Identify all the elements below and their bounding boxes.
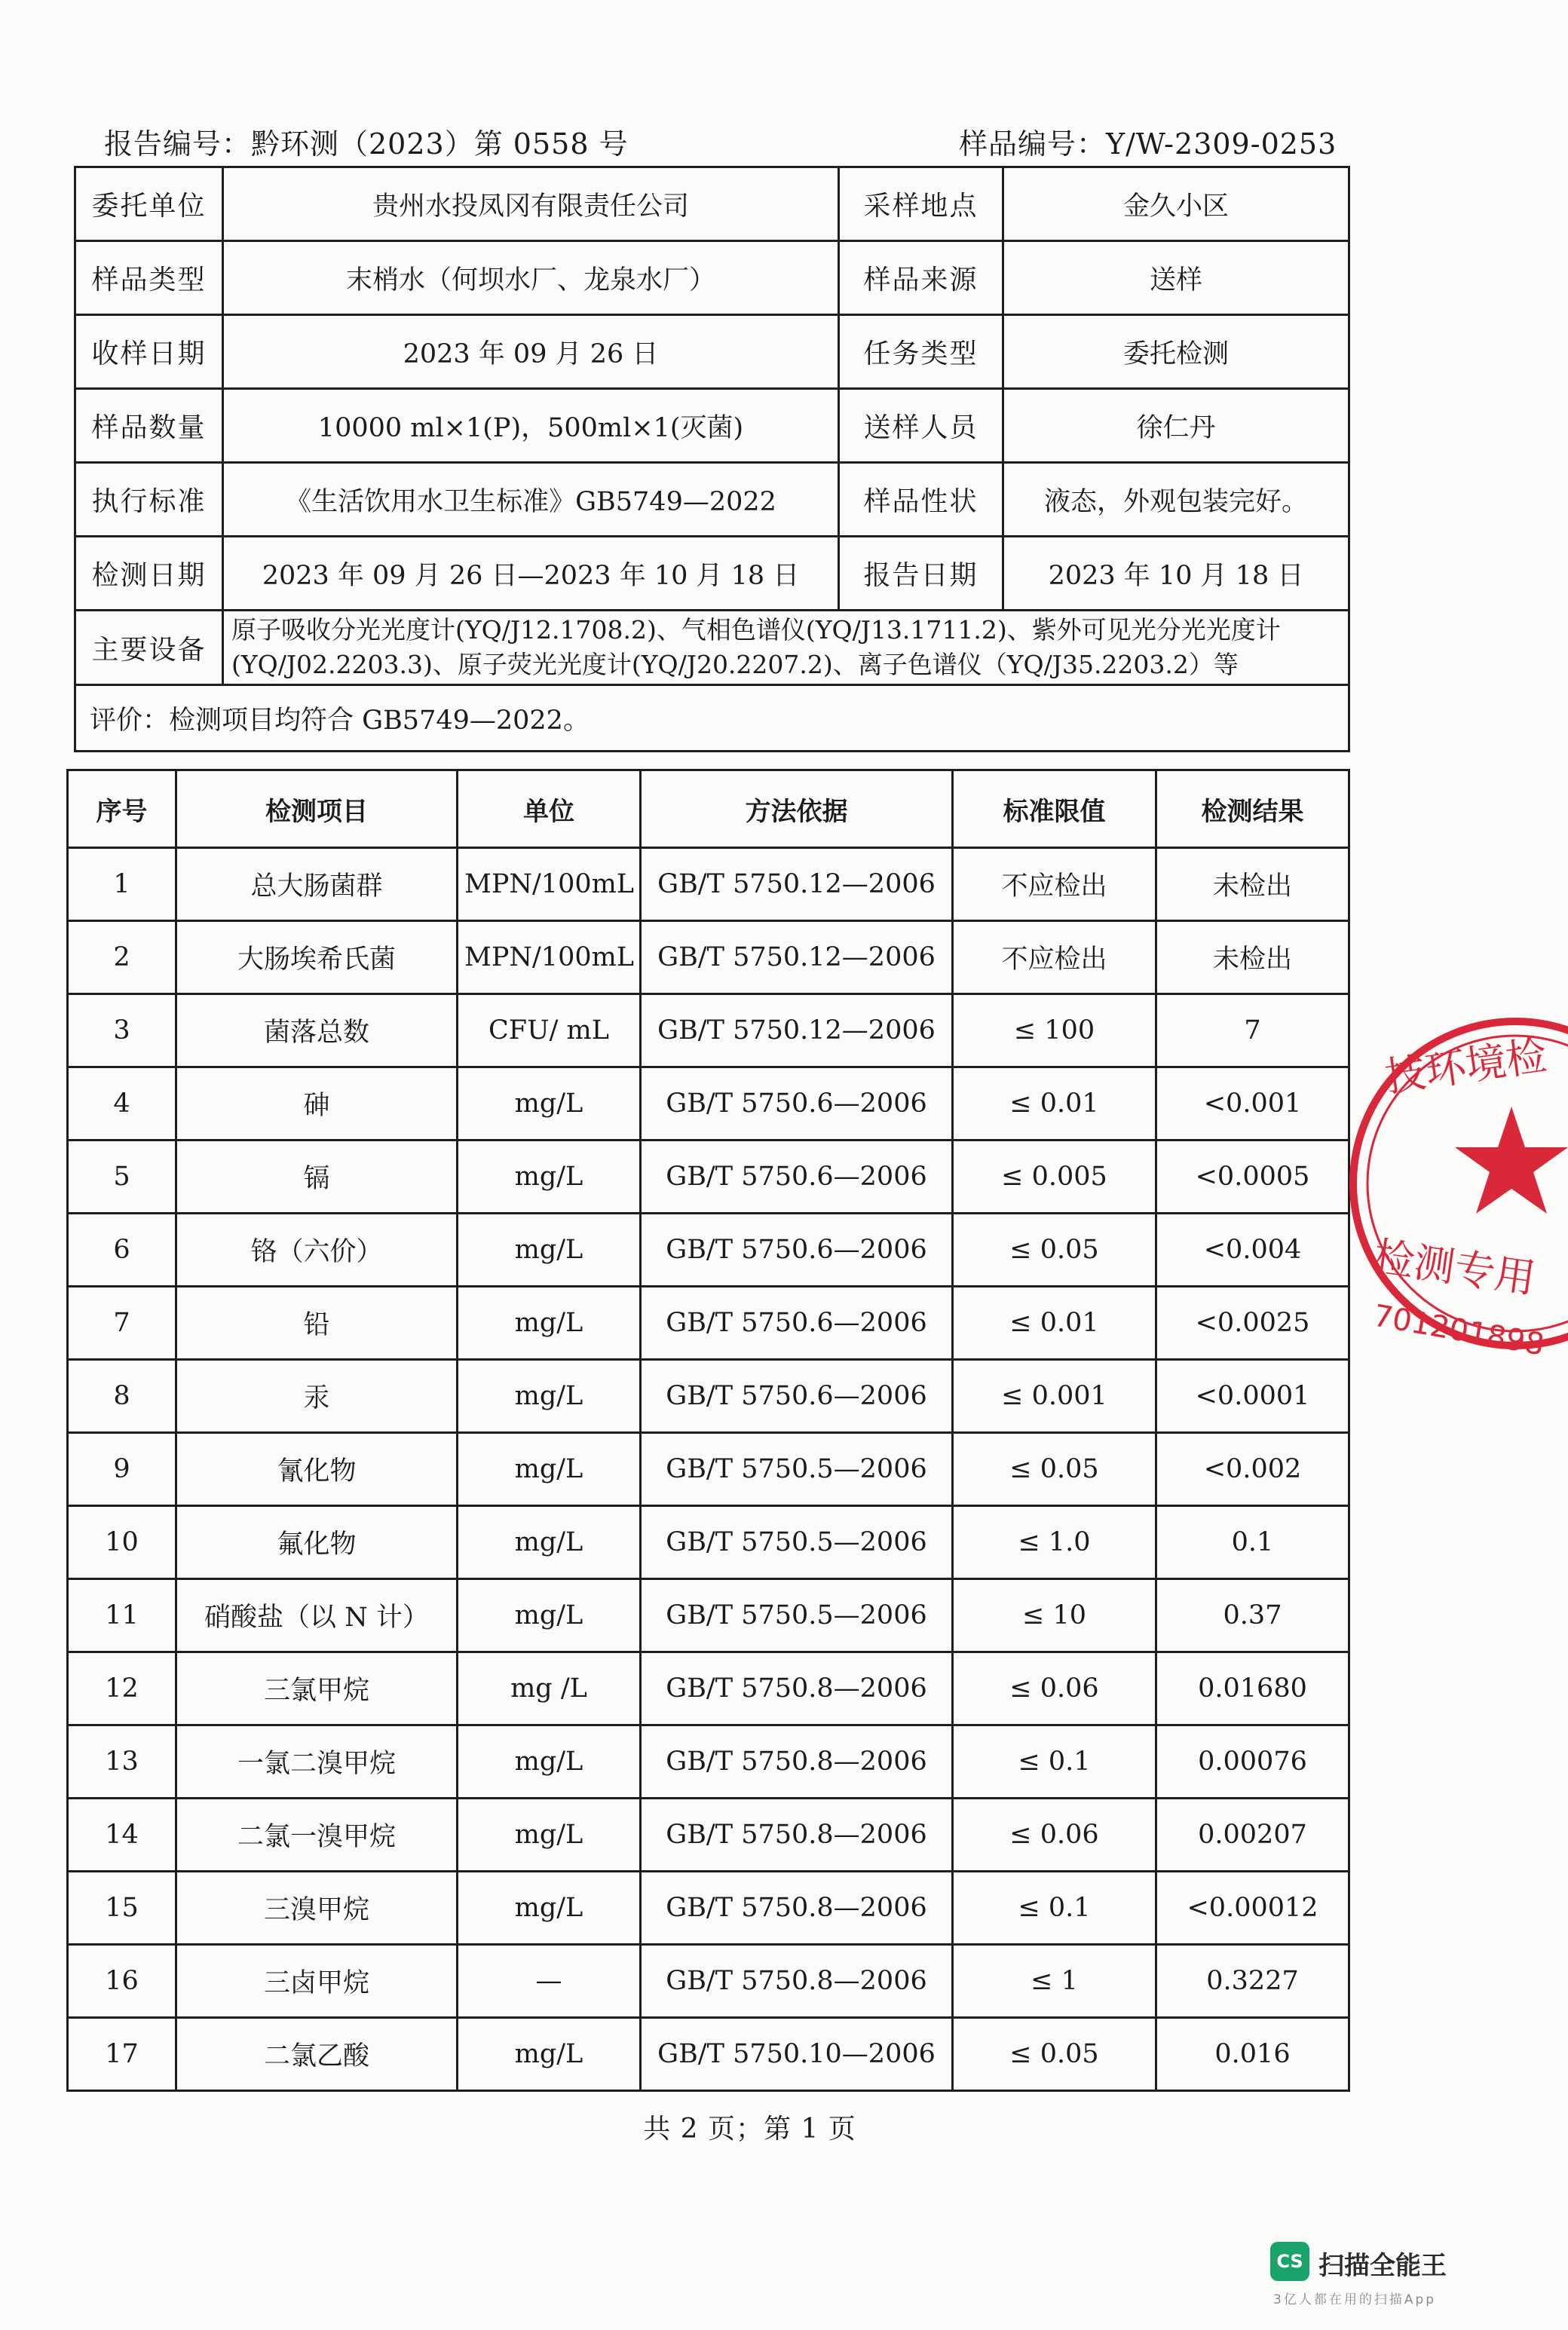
col-header-index: 序号: [68, 770, 176, 848]
row-index: 3: [68, 994, 176, 1067]
col-header-method: 方法依据: [641, 770, 953, 848]
sample-type-label: 样品类型: [75, 241, 223, 315]
site-value: 金久小区: [1003, 167, 1349, 241]
result-value: <0.002: [1156, 1433, 1349, 1506]
row-index: 7: [68, 1287, 176, 1360]
scanner-watermark: [1270, 2239, 1466, 2322]
unit: mg/L: [458, 1360, 641, 1433]
method: GB/T 5750.6—2006: [641, 1287, 953, 1360]
test-item: 砷: [176, 1067, 458, 1141]
results-table: [66, 769, 1350, 2092]
col-header-item: 检测项目: [176, 770, 458, 848]
row-index: 11: [68, 1579, 176, 1652]
limit-value: ≤ 10: [953, 1579, 1156, 1652]
test-date-value: 2023 年 09 月 26 日—2023 年 10 月 18 日: [223, 537, 839, 611]
results-header-row: [68, 770, 1349, 848]
method: GB/T 5750.8—2006: [641, 1945, 953, 2018]
sample-quantity-label: 样品数量: [75, 389, 223, 463]
table-row: [68, 921, 1349, 994]
task-type-value: 委托检测: [1003, 315, 1349, 389]
unit: —: [458, 1945, 641, 2018]
test-item: 菌落总数: [176, 994, 458, 1067]
result-value: <0.0005: [1156, 1141, 1349, 1214]
limit-value: 不应检出: [953, 848, 1156, 921]
result-value: 未检出: [1156, 848, 1349, 921]
test-item: 三溴甲烷: [176, 1872, 458, 1945]
row-index: 12: [68, 1652, 176, 1725]
evaluation: 评价：检测项目均符合 GB5749—2022。: [75, 685, 1349, 752]
table-row: [68, 1945, 1349, 2018]
unit: mg/L: [458, 1579, 641, 1652]
result-value: <0.004: [1156, 1214, 1349, 1287]
col-header-unit: 单位: [458, 770, 641, 848]
row-index: 17: [68, 2018, 176, 2091]
row-index: 16: [68, 1945, 176, 2018]
method: GB/T 5750.8—2006: [641, 1872, 953, 1945]
limit-value: ≤ 0.1: [953, 1872, 1156, 1945]
result-value: <0.0001: [1156, 1360, 1349, 1433]
table-row: [68, 1287, 1349, 1360]
limit-value: ≤ 100: [953, 994, 1156, 1067]
table-row: [68, 2018, 1349, 2091]
col-header-limit: 标准限值: [953, 770, 1156, 848]
test-item: 铬（六价）: [176, 1214, 458, 1287]
report-date-value: 2023 年 10 月 18 日: [1003, 537, 1349, 611]
unit: CFU/ mL: [458, 994, 641, 1067]
row-index: 1: [68, 848, 176, 921]
test-item: 铅: [176, 1287, 458, 1360]
receive-date-label: 收样日期: [75, 315, 223, 389]
official-seal: [1342, 1010, 1568, 1363]
table-row: [68, 1506, 1349, 1579]
method: GB/T 5750.12—2006: [641, 921, 953, 994]
watermark-app-name: 扫描全能王: [1318, 2251, 1447, 2281]
limit-value: ≤ 1: [953, 1945, 1156, 2018]
limit-value: 不应检出: [953, 921, 1156, 994]
col-header-result: 检测结果: [1156, 770, 1349, 848]
test-item: 大肠埃希氏菌: [176, 921, 458, 994]
sample-info-table: [74, 166, 1350, 752]
table-row: [68, 1141, 1349, 1214]
unit: mg /L: [458, 1652, 641, 1725]
method: GB/T 5750.12—2006: [641, 994, 953, 1067]
page-number: 共 2 页；第 1 页: [643, 2114, 856, 2145]
result-value: <0.0025: [1156, 1287, 1349, 1360]
result-value: <0.001: [1156, 1067, 1349, 1141]
limit-value: ≤ 0.05: [953, 1433, 1156, 1506]
test-item: 镉: [176, 1141, 458, 1214]
table-row: [68, 1872, 1349, 1945]
result-value: 0.37: [1156, 1579, 1349, 1652]
result-value: 未检出: [1156, 921, 1349, 994]
method: GB/T 5750.6—2006: [641, 1214, 953, 1287]
table-row: [68, 1652, 1349, 1725]
receive-date-value: 2023 年 09 月 26 日: [223, 315, 839, 389]
seal-star-icon: [1455, 1107, 1568, 1214]
sample-nature-value: 液态，外观包装完好。: [1003, 463, 1349, 537]
method: GB/T 5750.6—2006: [641, 1067, 953, 1141]
test-item: 汞: [176, 1360, 458, 1433]
method: GB/T 5750.10—2006: [641, 2018, 953, 2091]
sample-source-label: 样品来源: [839, 241, 1003, 315]
limit-value: ≤ 0.05: [953, 2018, 1156, 2091]
result-value: 0.1: [1156, 1506, 1349, 1579]
test-item: 三卤甲烷: [176, 1945, 458, 2018]
method: GB/T 5750.8—2006: [641, 1799, 953, 1872]
method: GB/T 5750.8—2006: [641, 1725, 953, 1799]
watermark-tagline: 3亿人都在用的扫描App: [1273, 2292, 1437, 2307]
table-row: [68, 1579, 1349, 1652]
test-item: 氰化物: [176, 1433, 458, 1506]
test-item: 硝酸盐（以 N 计）: [176, 1579, 458, 1652]
task-type-label: 任务类型: [839, 315, 1003, 389]
limit-value: ≤ 0.1: [953, 1725, 1156, 1799]
limit-value: ≤ 0.05: [953, 1214, 1156, 1287]
sample-quantity-value: 10000 ml×1(P)，500ml×1(灭菌): [223, 389, 839, 463]
unit: mg/L: [458, 1287, 641, 1360]
report-date-label: 报告日期: [839, 537, 1003, 611]
test-date-label: 检测日期: [75, 537, 223, 611]
method: GB/T 5750.5—2006: [641, 1579, 953, 1652]
method: GB/T 5750.5—2006: [641, 1506, 953, 1579]
test-item: 一氯二溴甲烷: [176, 1725, 458, 1799]
row-index: 4: [68, 1067, 176, 1141]
unit: mg/L: [458, 1799, 641, 1872]
test-item: 三氯甲烷: [176, 1652, 458, 1725]
row-index: 6: [68, 1214, 176, 1287]
sample-number: 样品编号：Y/W-2309-0253: [959, 127, 1337, 161]
unit: mg/L: [458, 1067, 641, 1141]
sample-source-value: 送样: [1003, 241, 1349, 315]
unit: MPN/100mL: [458, 921, 641, 994]
limit-value: ≤ 1.0: [953, 1506, 1156, 1579]
method: GB/T 5750.12—2006: [641, 848, 953, 921]
unit: mg/L: [458, 1725, 641, 1799]
unit: mg/L: [458, 1433, 641, 1506]
row-index: 14: [68, 1799, 176, 1872]
client-label: 委托单位: [75, 167, 223, 241]
row-index: 5: [68, 1141, 176, 1214]
limit-value: ≤ 0.01: [953, 1287, 1156, 1360]
unit: mg/L: [458, 1506, 641, 1579]
table-row: [68, 1360, 1349, 1433]
row-index: 2: [68, 921, 176, 994]
result-value: 0.00207: [1156, 1799, 1349, 1872]
site-label: 采样地点: [839, 167, 1003, 241]
result-value: 0.00076: [1156, 1725, 1349, 1799]
table-row: [68, 1725, 1349, 1799]
equipment-label: 主要设备: [75, 611, 223, 685]
test-item: 二氯一溴甲烷: [176, 1799, 458, 1872]
standard-value: 《生活饮用水卫生标准》GB5749—2022: [223, 463, 839, 537]
test-item: 总大肠菌群: [176, 848, 458, 921]
table-row: [68, 848, 1349, 921]
result-value: 0.3227: [1156, 1945, 1349, 2018]
test-item: 二氯乙酸: [176, 2018, 458, 2091]
table-row: [68, 1067, 1349, 1141]
unit: mg/L: [458, 1141, 641, 1214]
table-row: [68, 994, 1349, 1067]
sample-type-value: 末梢水（何坝水厂、龙泉水厂）: [223, 241, 839, 315]
unit: mg/L: [458, 2018, 641, 2091]
row-index: 13: [68, 1725, 176, 1799]
row-index: 8: [68, 1360, 176, 1433]
result-value: 0.016: [1156, 2018, 1349, 2091]
row-index: 9: [68, 1433, 176, 1506]
method: GB/T 5750.5—2006: [641, 1433, 953, 1506]
row-index: 10: [68, 1506, 176, 1579]
sender-value: 徐仁丹: [1003, 389, 1349, 463]
client-value: 贵州水投凤冈有限责任公司: [223, 167, 839, 241]
table-row: [68, 1433, 1349, 1506]
limit-value: ≤ 0.06: [953, 1799, 1156, 1872]
sample-nature-label: 样品性状: [839, 463, 1003, 537]
seal-text-middle: 检测专用: [1370, 1232, 1539, 1303]
limit-value: ≤ 0.01: [953, 1067, 1156, 1141]
test-item: 氟化物: [176, 1506, 458, 1579]
limit-value: ≤ 0.005: [953, 1141, 1156, 1214]
method: GB/T 5750.6—2006: [641, 1141, 953, 1214]
equipment-value: 原子吸收分光光度计(YQ/J12.1708.2)、气相色谱仪(YQ/J13.1711.2)、紫外可见光分光光度计(YQ/J02.2203.3)、原子荧光光度计(YQ/J20.2207.2)、离子色谱仪（YQ/J35.2203.2）等: [223, 611, 1349, 685]
table-row: [68, 1214, 1349, 1287]
camscanner-logo-icon: CS: [1270, 2242, 1309, 2281]
unit: mg/L: [458, 1214, 641, 1287]
unit: mg/L: [458, 1872, 641, 1945]
method: GB/T 5750.6—2006: [641, 1360, 953, 1433]
result-value: 0.01680: [1156, 1652, 1349, 1725]
table-row: [68, 1799, 1349, 1872]
limit-value: ≤ 0.001: [953, 1360, 1156, 1433]
standard-label: 执行标准: [75, 463, 223, 537]
report-number: 报告编号：黔环测（2023）第 0558 号: [104, 127, 629, 161]
seal-code: 701201898: [1370, 1298, 1547, 1363]
method: GB/T 5750.8—2006: [641, 1652, 953, 1725]
result-value: 7: [1156, 994, 1349, 1067]
seal-text-top: 技环境检: [1382, 1031, 1550, 1101]
result-value: <0.00012: [1156, 1872, 1349, 1945]
row-index: 15: [68, 1872, 176, 1945]
unit: MPN/100mL: [458, 848, 641, 921]
sender-label: 送样人员: [839, 389, 1003, 463]
limit-value: ≤ 0.06: [953, 1652, 1156, 1725]
